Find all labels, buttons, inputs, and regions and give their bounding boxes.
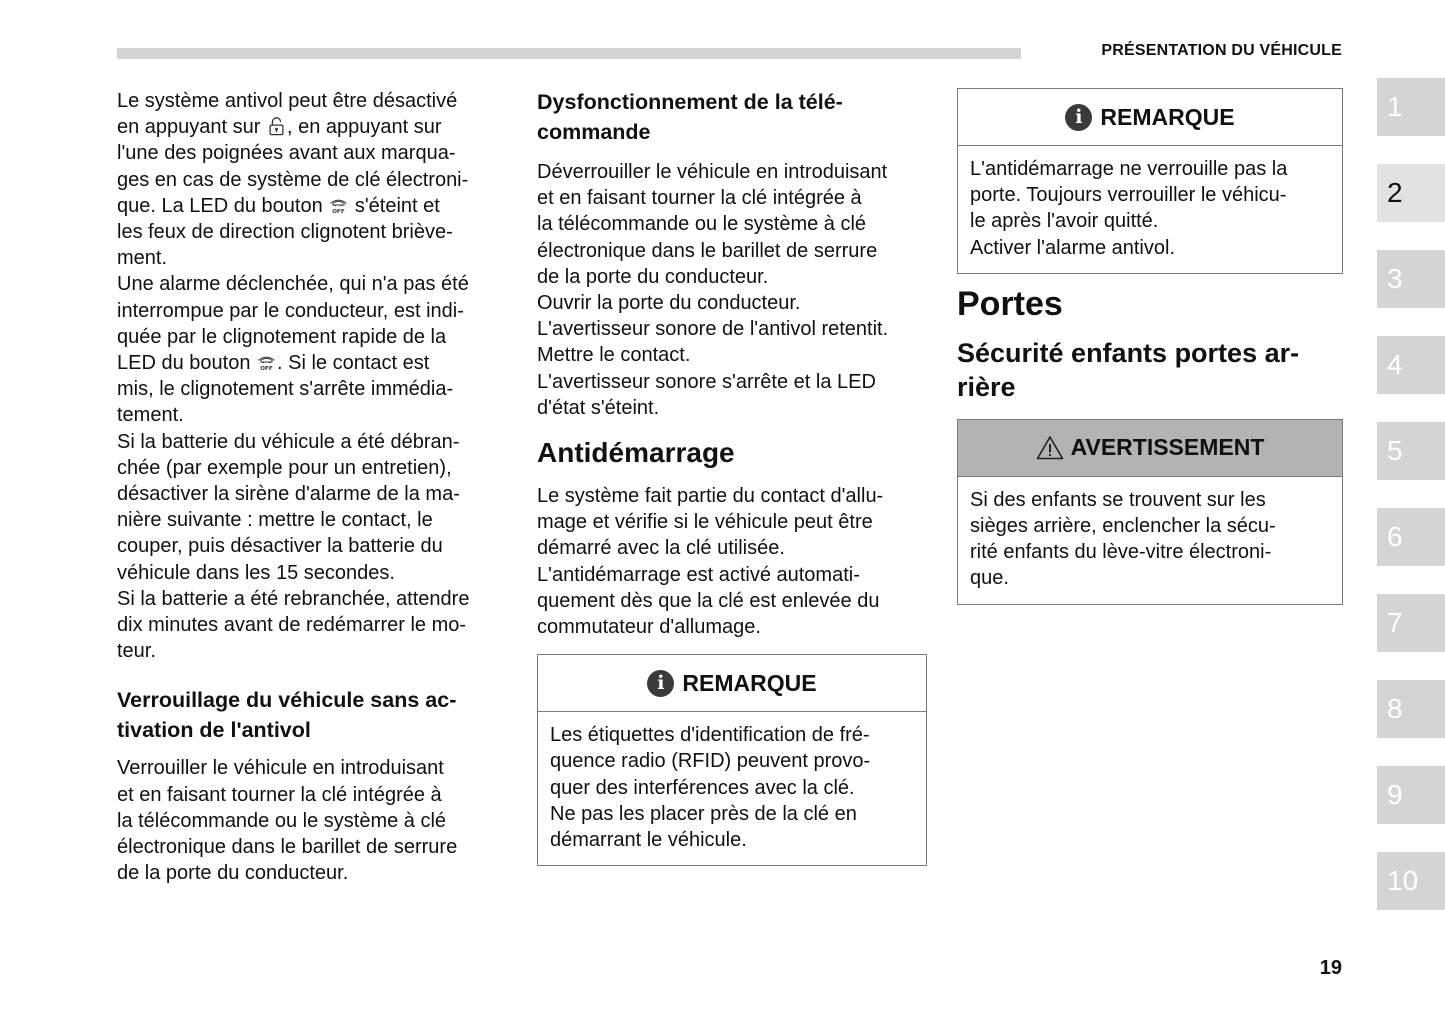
svg-text:OFF: OFF: [332, 208, 346, 215]
text-fragment: s'éteint et: [349, 194, 440, 217]
text-line: démarré avec la clé utilisée.: [537, 537, 785, 560]
text-line: Si la batterie du véhicule a été débran-: [117, 430, 460, 453]
chapter-tab-10[interactable]: 10: [1377, 852, 1445, 910]
chapter-tab-3[interactable]: 3: [1377, 250, 1445, 308]
text-line: chée (par exemple pour un entretien),: [117, 456, 452, 479]
text-line: Le système antivol peut être désactivé: [117, 90, 458, 112]
text-line: quement dès que la clé est enlevée du: [537, 589, 880, 612]
text-line: dix minutes avant de redémarrer le mo-: [117, 614, 467, 637]
text-line: électronique dans le barillet de serrure: [117, 836, 458, 859]
warning-text: [970, 487, 1330, 592]
text-line: mage et vérifie si le véhicule peut être: [537, 511, 873, 534]
text-line: Sécurité enfants portes ar-: [957, 337, 1300, 368]
note-text: [970, 156, 1330, 261]
text-line: [117, 114, 509, 140]
text-line: couper, puis désactiver la batterie du: [117, 535, 443, 558]
note-box-immobilizer: [957, 88, 1343, 274]
text-line: la télécommande ou le système à clé: [117, 809, 447, 832]
text-line: ges en cas de système de clé électroni-: [117, 168, 469, 191]
note-label: REMARQUE: [1100, 103, 1235, 130]
text-line: Si des enfants se trouvent sur les: [970, 488, 1266, 511]
text-line: Ouvrir la porte du conducteur.: [537, 292, 801, 315]
warning-label: AVERTISSEMENT: [1070, 434, 1265, 461]
lock-paragraph: [117, 755, 509, 886]
chapter-tab-2[interactable]: 2: [1377, 164, 1445, 222]
text-line: Une alarme déclenchée, qui n'a pas été: [117, 273, 469, 296]
alarm-off-icon: [256, 352, 277, 372]
text-fragment: LED du bouton: [117, 352, 256, 375]
text-line: tivation de l'antivol: [117, 718, 311, 743]
column-middle: [537, 86, 927, 866]
text-line: mis, le clignotement s'arrête immédia-: [117, 378, 454, 401]
chapter-tab-5[interactable]: 5: [1377, 422, 1445, 480]
text-line: Mettre le contact.: [537, 344, 691, 367]
text-line: désactiver la sirène d'alarme de la ma-: [117, 483, 460, 506]
text-line: L'avertisseur sonore s'arrête et la LED: [537, 370, 876, 393]
text-line: la télécommande ou le système à clé: [537, 213, 867, 236]
text-fragment: , en appuyant sur: [287, 116, 442, 139]
note-header: [958, 89, 1342, 146]
text-line: de la porte du conducteur.: [117, 862, 349, 885]
text-line: Dysfonctionnement de la télé-: [537, 90, 843, 114]
text-line: démarrant le véhicule.: [550, 829, 747, 852]
info-icon: i: [1065, 104, 1092, 131]
text-line: Si la batterie a été rebranchée, attendre: [117, 587, 470, 610]
text-line: véhicule dans les 15 secondes.: [117, 561, 395, 584]
text-line: porte. Toujours verrouiller le véhicu-: [970, 184, 1287, 207]
header-rule: [117, 48, 1021, 59]
text-line: le après l'avoir quitté.: [970, 210, 1159, 233]
text-line: L'antidémarrage est activé automati-: [537, 563, 860, 586]
heading-remote-malfunction: [537, 87, 927, 147]
svg-text:OFF: OFF: [260, 366, 273, 373]
heading-doors: Portes: [957, 284, 1063, 323]
alarm-off-icon: [328, 195, 349, 215]
lock-open-icon: [266, 116, 287, 136]
text-line: Le système fait partie du contact d'allu-: [537, 485, 884, 508]
note-body: [958, 146, 1342, 273]
text-line: commande: [537, 120, 651, 144]
text-line: Ne pas les placer près de la clé en: [550, 802, 857, 825]
text-line: [117, 350, 509, 376]
column-left: [117, 86, 509, 886]
text-line: Verrouillage du véhicule sans ac-: [117, 688, 457, 713]
text-line: L'avertisseur sonore de l'antivol retentit.: [537, 318, 889, 341]
remote-malfunction-paragraph: [537, 159, 927, 421]
text-line: teur.: [117, 640, 156, 663]
note-body: [538, 712, 926, 865]
text-line: Verrouiller le véhicule en introduisant: [117, 757, 444, 780]
text-line: L'antidémarrage ne verrouille pas la: [970, 158, 1288, 180]
text-line: Activer l'alarme antivol.: [970, 236, 1175, 259]
text-line: quence radio (RFID) peuvent provo-: [550, 750, 871, 773]
text-line: de la porte du conducteur.: [537, 265, 769, 288]
text-line: l'une des poignées avant aux marqua-: [117, 142, 456, 165]
text-fragment: que. La LED du bouton: [117, 194, 329, 217]
info-icon: i: [647, 670, 674, 697]
text-line: électronique dans le barillet de serrure: [537, 239, 878, 262]
text-line: les feux de direction clignotent briève-: [117, 221, 453, 244]
warning-header: [958, 420, 1342, 477]
immobilizer-paragraph: [537, 483, 927, 640]
text-line: que.: [970, 567, 1009, 590]
heading-immobilizer: Antidémarrage: [537, 437, 735, 469]
warning-box-child-safety: [957, 419, 1343, 605]
text-line: quer des interférences avec la clé.: [550, 776, 855, 799]
chapter-tab-9[interactable]: 9: [1377, 766, 1445, 824]
text-line: nière suivante : mettre le contact, le: [117, 509, 433, 532]
text-line: tement.: [117, 404, 184, 427]
note-box-rfid: [537, 654, 927, 866]
text-line: ment.: [117, 247, 168, 270]
antivol-paragraph: [117, 88, 509, 664]
text-line: commutateur d'allumage.: [537, 616, 761, 639]
warning-body: [958, 477, 1342, 604]
chapter-tab-6[interactable]: 6: [1377, 508, 1445, 566]
note-text: [550, 722, 914, 853]
section-title: PRÉSENTATION DU VÉHICULE: [1101, 42, 1342, 59]
text-line: et en faisant tourner la clé intégrée à: [537, 187, 862, 210]
heading-child-safety: [957, 336, 1343, 404]
chapter-tab-8[interactable]: 8: [1377, 680, 1445, 738]
text-line: Les étiquettes d'identification de fré-: [550, 724, 870, 747]
text-line: rière: [957, 371, 1016, 402]
text-line: sièges arrière, enclencher la sécu-: [970, 515, 1276, 538]
text-line: d'état s'éteint.: [537, 396, 660, 419]
column-right: [957, 86, 1343, 605]
chapter-tab-7[interactable]: 7: [1377, 594, 1445, 652]
text-line: et en faisant tourner la clé intégrée à: [117, 783, 442, 806]
note-header: [538, 655, 926, 712]
text-line: interrompue par le conducteur, est indi-: [117, 299, 464, 322]
text-fragment: en appuyant sur: [117, 116, 266, 139]
note-label: REMARQUE: [682, 669, 817, 696]
text-line: [117, 193, 509, 219]
text-line: Déverrouiller le véhicule en introduisant: [537, 161, 888, 183]
chapter-tab-4[interactable]: 4: [1377, 336, 1445, 394]
text-line: quée par le clignotement rapide de la: [117, 325, 447, 348]
page-number: 19: [1319, 957, 1342, 979]
text-fragment: . Si le contact est: [277, 352, 430, 375]
warning-triangle-icon: [1036, 435, 1064, 460]
heading-lock-without-alarm: [117, 685, 509, 745]
text-line: rité enfants du lève-vitre électroni-: [970, 541, 1272, 564]
chapter-tab-1[interactable]: 1: [1377, 78, 1445, 136]
